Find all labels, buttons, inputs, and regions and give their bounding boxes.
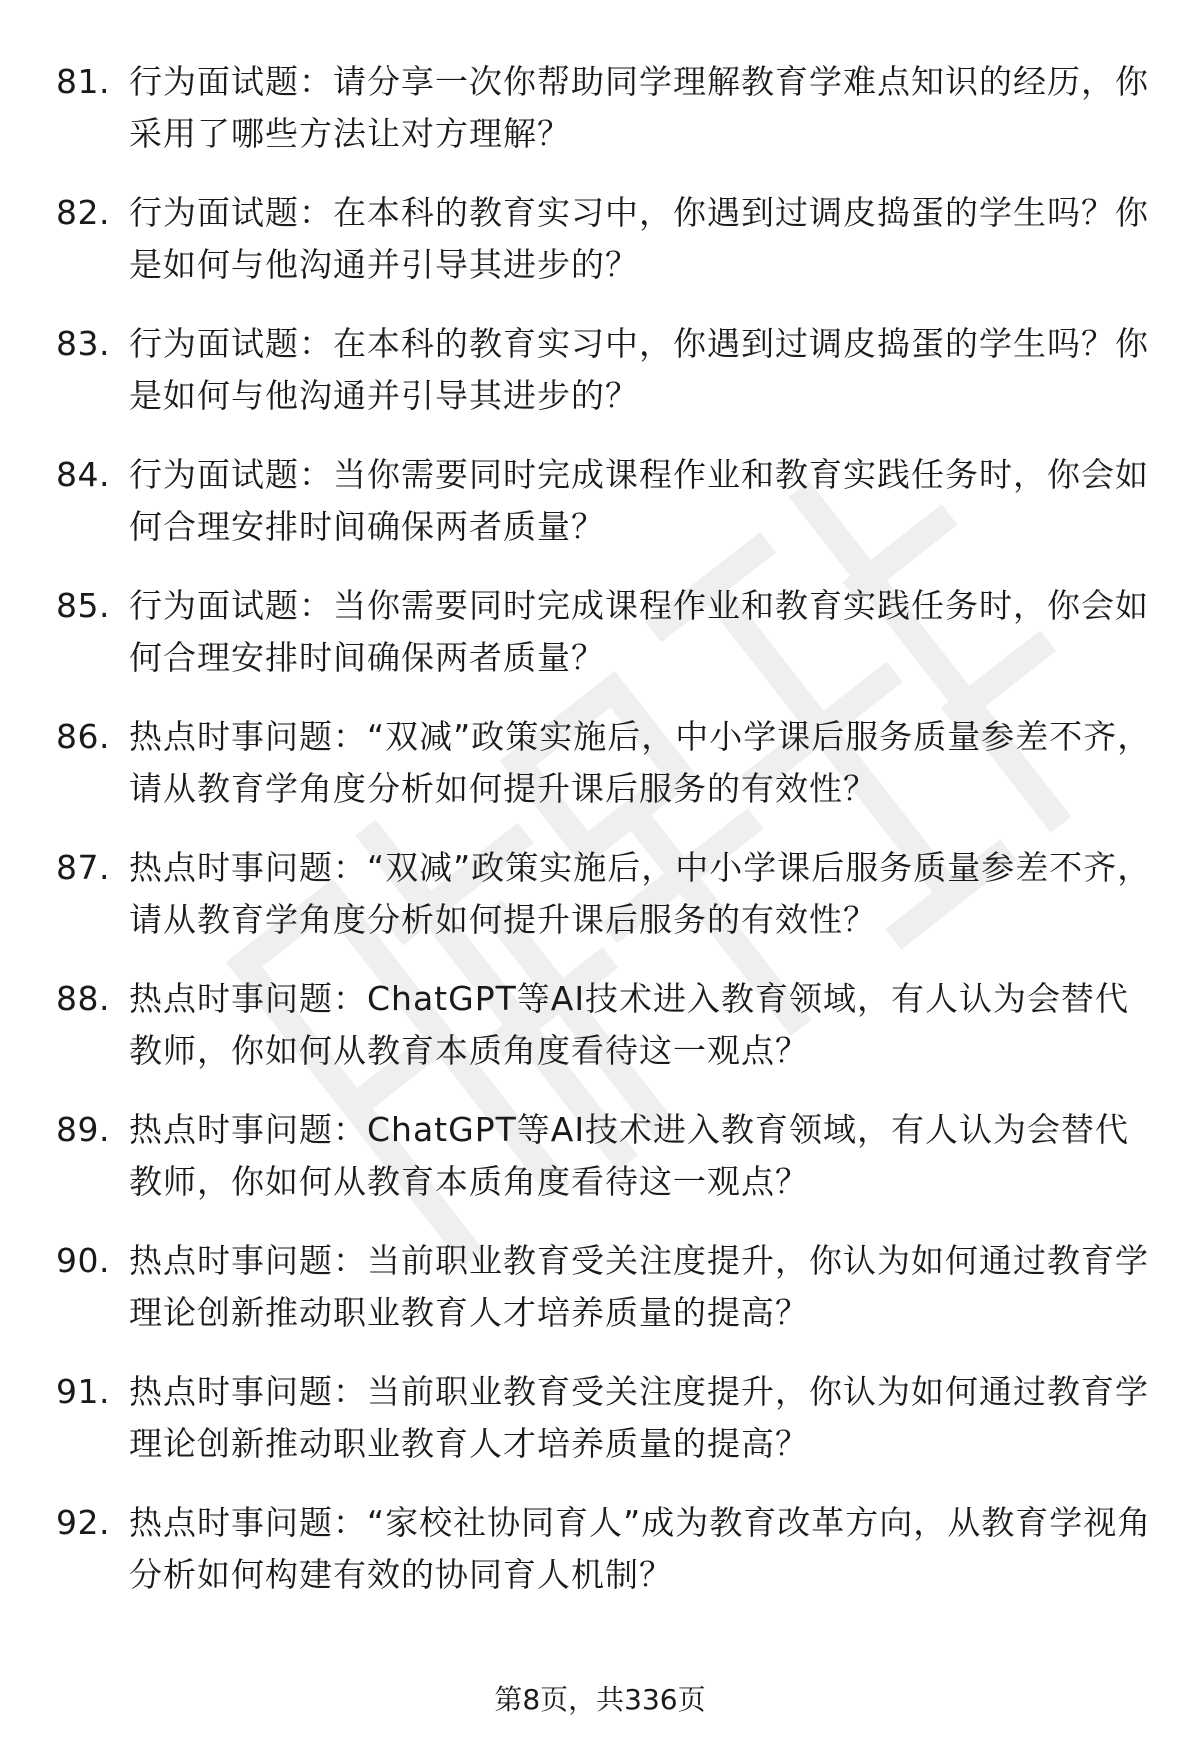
question-number: 92. [56, 1503, 110, 1542]
question-text: 行为面试题：当你需要同时完成课程作业和教育实践任务时，你会如何合理安排时间确保两者质量？ [129, 455, 1149, 546]
question-list [0, 56, 1200, 1628]
page-footer: 第8页，共336页 [494, 1683, 706, 1716]
list-item [0, 973, 1200, 1104]
list-item [0, 711, 1200, 842]
question-number: 87. [56, 848, 110, 887]
list-item [0, 1366, 1200, 1497]
question-text: 热点时事问题：“双减”政策实施后，中小学课后服务质量参差不齐，请从教育学角度分析如何提升课后服务的有效性？ [129, 717, 1152, 808]
question-number: 88. [56, 979, 110, 1018]
list-item [0, 187, 1200, 318]
question-number: 86. [56, 717, 110, 756]
list-item [0, 580, 1200, 711]
question-number: 83. [56, 324, 110, 363]
question-text: 热点时事问题：当前职业教育受关注度提升，你认为如何通过教育学理论创新推动职业教育人才培养质量的提高？ [129, 1241, 1149, 1332]
question-text: 热点时事问题：“双减”政策实施后，中小学课后服务质量参差不齐，请从教育学角度分析如何提升课后服务的有效性？ [129, 848, 1152, 939]
question-text: 热点时事问题：ChatGPT等AI技术进入教育领域，有人认为会替代教师，你如何从教育本质角度看待这一观点？ [129, 1110, 1130, 1201]
list-item [0, 318, 1200, 449]
list-item [0, 1497, 1200, 1628]
list-item [0, 1235, 1200, 1366]
question-number: 89. [56, 1110, 110, 1149]
list-item [0, 56, 1200, 187]
question-text: 热点时事问题：ChatGPT等AI技术进入教育领域，有人认为会替代教师，你如何从教育本质角度看待这一观点？ [129, 979, 1130, 1070]
list-item [0, 1104, 1200, 1235]
question-text: 热点时事问题：当前职业教育受关注度提升，你认为如何通过教育学理论创新推动职业教育人才培养质量的提高？ [129, 1372, 1149, 1463]
question-number: 82. [56, 193, 110, 232]
question-number: 81. [56, 62, 110, 101]
question-text: 行为面试题：在本科的教育实习中，你遇到过调皮捣蛋的学生吗？你是如何与他沟通并引导其进步的？ [129, 193, 1149, 284]
question-text: 行为面试题：在本科的教育实习中，你遇到过调皮捣蛋的学生吗？你是如何与他沟通并引导其进步的？ [129, 324, 1149, 415]
question-number: 85. [56, 586, 110, 625]
question-number: 84. [56, 455, 110, 494]
question-number: 91. [56, 1372, 110, 1411]
list-item [0, 449, 1200, 580]
list-item [0, 842, 1200, 973]
question-text: 行为面试题：当你需要同时完成课程作业和教育实践任务时，你会如何合理安排时间确保两者质量？ [129, 586, 1149, 677]
question-number: 90. [56, 1241, 110, 1280]
question-text: 热点时事问题：“家校社协同育人”成为教育改革方向，从教育学视角分析如何构建有效的协同育人机制？ [129, 1503, 1152, 1594]
question-text: 行为面试题：请分享一次你帮助同学理解教育学难点知识的经历，你采用了哪些方法让对方理解？ [129, 62, 1149, 153]
